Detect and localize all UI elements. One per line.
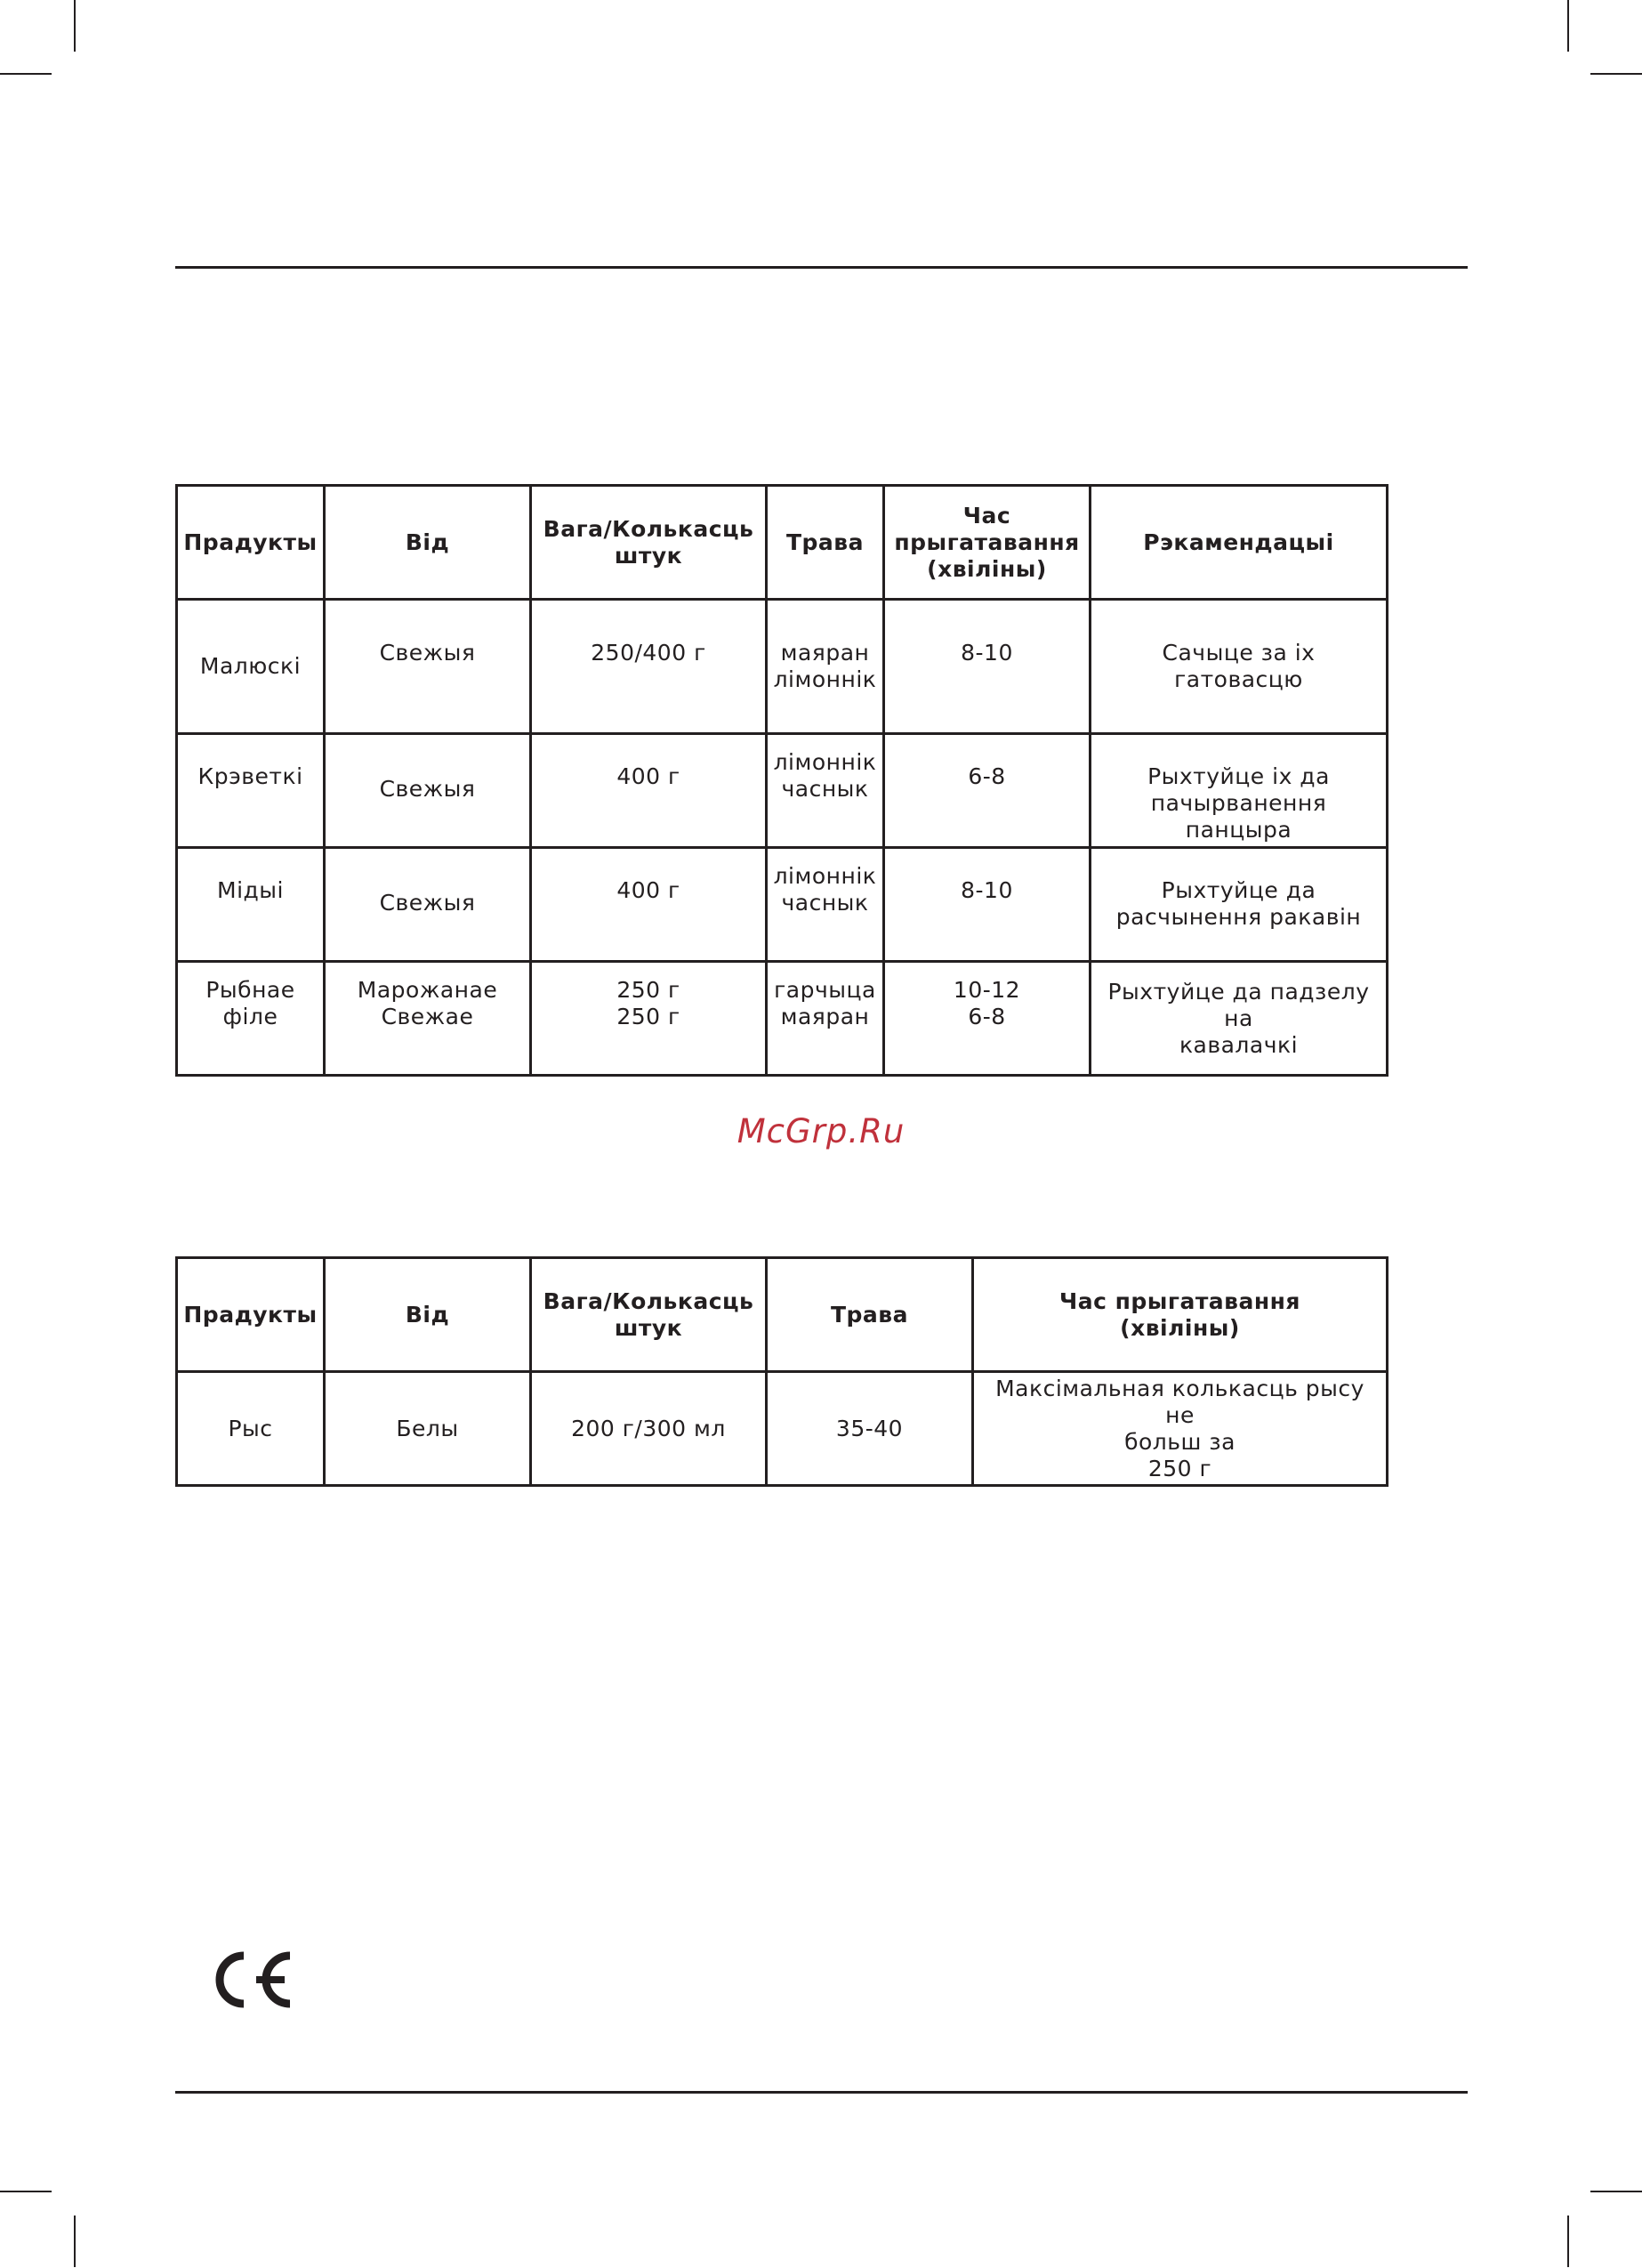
seafood-cooking-table — [175, 484, 1388, 1077]
crop-mark — [1567, 2216, 1569, 2267]
ce-mark-icon — [205, 1949, 294, 2011]
crop-mark — [74, 0, 76, 52]
table-cell: 35-40 — [767, 1372, 973, 1486]
column-header-herb: Трава — [767, 1258, 973, 1372]
table-cell: Сачыце за іх гатовасцю — [1091, 600, 1388, 734]
table-row — [177, 600, 1388, 734]
crop-mark — [1567, 0, 1569, 52]
table-row — [177, 1372, 1388, 1486]
table-cell: 6-8 — [884, 734, 1091, 848]
table-row — [177, 848, 1388, 962]
table-cell: Свежыя — [325, 848, 531, 962]
table-cell: маяран лімоннік — [767, 600, 884, 734]
column-header-weight: Вага/Колькасць штук — [531, 486, 767, 600]
crop-mark — [0, 2191, 52, 2192]
watermark-text: McGrp.Ru — [736, 1112, 906, 1150]
table-cell: лімоннік часнык — [767, 848, 884, 962]
footer-rule — [175, 2091, 1468, 2094]
table-cell: Максімальная колькасць рысу не больш за 250 г — [973, 1372, 1388, 1486]
header-rule — [175, 266, 1468, 269]
table-row — [177, 734, 1388, 848]
column-header-recommendations: Рэкамендацыі — [1091, 486, 1388, 600]
column-header-product: Прадукты — [177, 486, 325, 600]
table-cell: Рыхтуйце да падзелу на кавалачкі — [1091, 962, 1388, 1076]
table-cell: 250 г 250 г — [531, 962, 767, 1076]
table-cell: 400 г — [531, 848, 767, 962]
table-cell: Белы — [325, 1372, 531, 1486]
column-header-time: Час прыгатавання (хвіліны) — [973, 1258, 1388, 1372]
rice-cooking-table — [175, 1256, 1388, 1487]
column-header-type: Від — [325, 1258, 531, 1372]
table-row — [177, 962, 1388, 1076]
column-header-type: Від — [325, 486, 531, 600]
crop-mark — [0, 73, 52, 75]
column-header-product: Прадукты — [177, 1258, 325, 1372]
table-cell: 250/400 г — [531, 600, 767, 734]
table-cell: Рыхтуйце іх да пачырванення панцыра — [1091, 734, 1388, 848]
table-cell: Рыбнае філе — [177, 962, 325, 1076]
table-cell: лімоннік часнык — [767, 734, 884, 848]
table-cell: Малюскі — [177, 600, 325, 734]
table-header-row — [177, 486, 1388, 600]
table-cell: 10-12 6-8 — [884, 962, 1091, 1076]
table-cell: Рыс — [177, 1372, 325, 1486]
table-cell: 8-10 — [884, 848, 1091, 962]
crop-mark — [74, 2216, 76, 2267]
table-cell: Рыхтуйце да расчынення ракавін — [1091, 848, 1388, 962]
table-cell: Свежыя — [325, 600, 531, 734]
table-cell: Крэветкі — [177, 734, 325, 848]
table-cell: 200 г/300 мл — [531, 1372, 767, 1486]
table-cell: гарчыца маяран — [767, 962, 884, 1076]
table-cell: Марожанае Свежае — [325, 962, 531, 1076]
table-cell: Свежыя — [325, 734, 531, 848]
crop-mark — [1590, 2191, 1642, 2192]
table-cell: 8-10 — [884, 600, 1091, 734]
column-header-weight: Вага/Колькасць штук — [531, 1258, 767, 1372]
table-header-row — [177, 1258, 1388, 1372]
crop-mark — [1590, 73, 1642, 75]
column-header-time: Час прыгатавання (хвіліны) — [884, 486, 1091, 600]
table-cell: 400 г — [531, 734, 767, 848]
column-header-herb: Трава — [767, 486, 884, 600]
table-cell: Мідыі — [177, 848, 325, 962]
